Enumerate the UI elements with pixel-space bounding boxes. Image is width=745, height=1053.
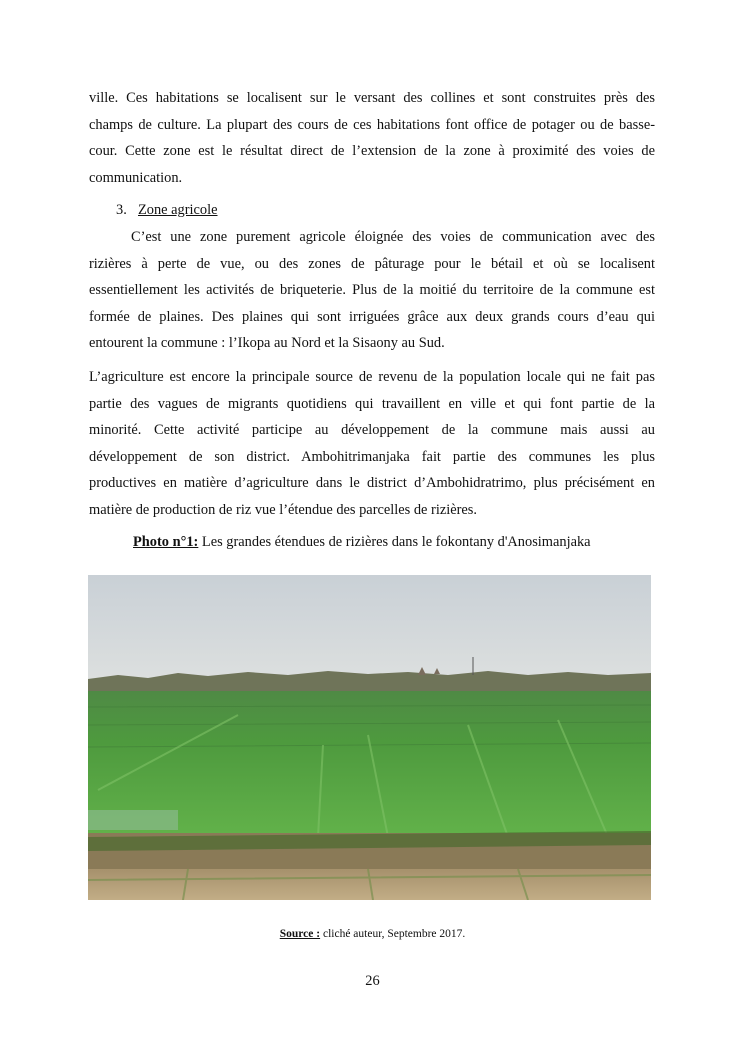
paragraph-agriculture [89,364,655,523]
text-line: L’agriculture est encore la principale source de revenu de la population locale qui ne fait pas [89,369,655,385]
text-line: matière de production de riz vue l’étendue des parcelles de rizières. [89,501,477,518]
paragraph-habitations [89,85,655,191]
section-number: 3. [116,202,127,218]
photo-source [0,928,745,940]
caption-label: Photo n°1: [133,534,199,550]
text-line: essentiellement les activités de briqueterie. Plus de la moitié du territoire de la commune est [89,282,655,298]
section-heading [116,199,218,221]
paragraph-zone-agricole [89,224,655,357]
rice-field-photo [88,575,651,900]
section-title: Zone agricole [138,202,218,218]
source-text: cliché auteur, Septembre 2017. [320,928,466,940]
text-line: cour. Cette zone est le résultat direct de l’extension de la zone à proximité des voies de [89,143,655,159]
text-line: ville. Ces habitations se localisent sur le versant des collines et sont construites près des [89,90,655,106]
text-line: formée de plaines. Des plaines qui sont irriguées grâce aux deux grands cours d’eau qui [89,308,655,325]
text-line: champs de culture. La plupart des cours de ces habitations font office de potager ou de basse- [89,116,655,133]
text-line: développement de son district. Ambohitrimanjaka fait partie des communes les plus [89,448,655,465]
photo-caption [133,532,591,552]
text-line: communication. [89,169,183,186]
text-line: productives en matière d’agriculture dans le district d’Ambohidratrimo, plus précisément en [89,475,655,491]
source-label: Source : [279,928,321,940]
text-line: partie des vagues de migrants quotidiens qui travaillent en ville et qui font partie de la [89,395,655,412]
text-line: C’est une zone purement agricole éloignée des voies de communication avec des [131,229,655,245]
text-line: minorité. Cette activité participe au développement de la commune mais aussi au [89,422,655,438]
text-line: entourent la commune : l’Ikopa au Nord et la Sisaony au Sud. [89,335,445,351]
text-line: rizières à perte de vue, ou des zones de pâturage pour le bétail et où se localisent [89,255,655,272]
caption-text: Les grandes étendues de rizières dans le fokontany d'Anosimanjaka [198,534,591,550]
page-number: 26 [365,973,380,989]
